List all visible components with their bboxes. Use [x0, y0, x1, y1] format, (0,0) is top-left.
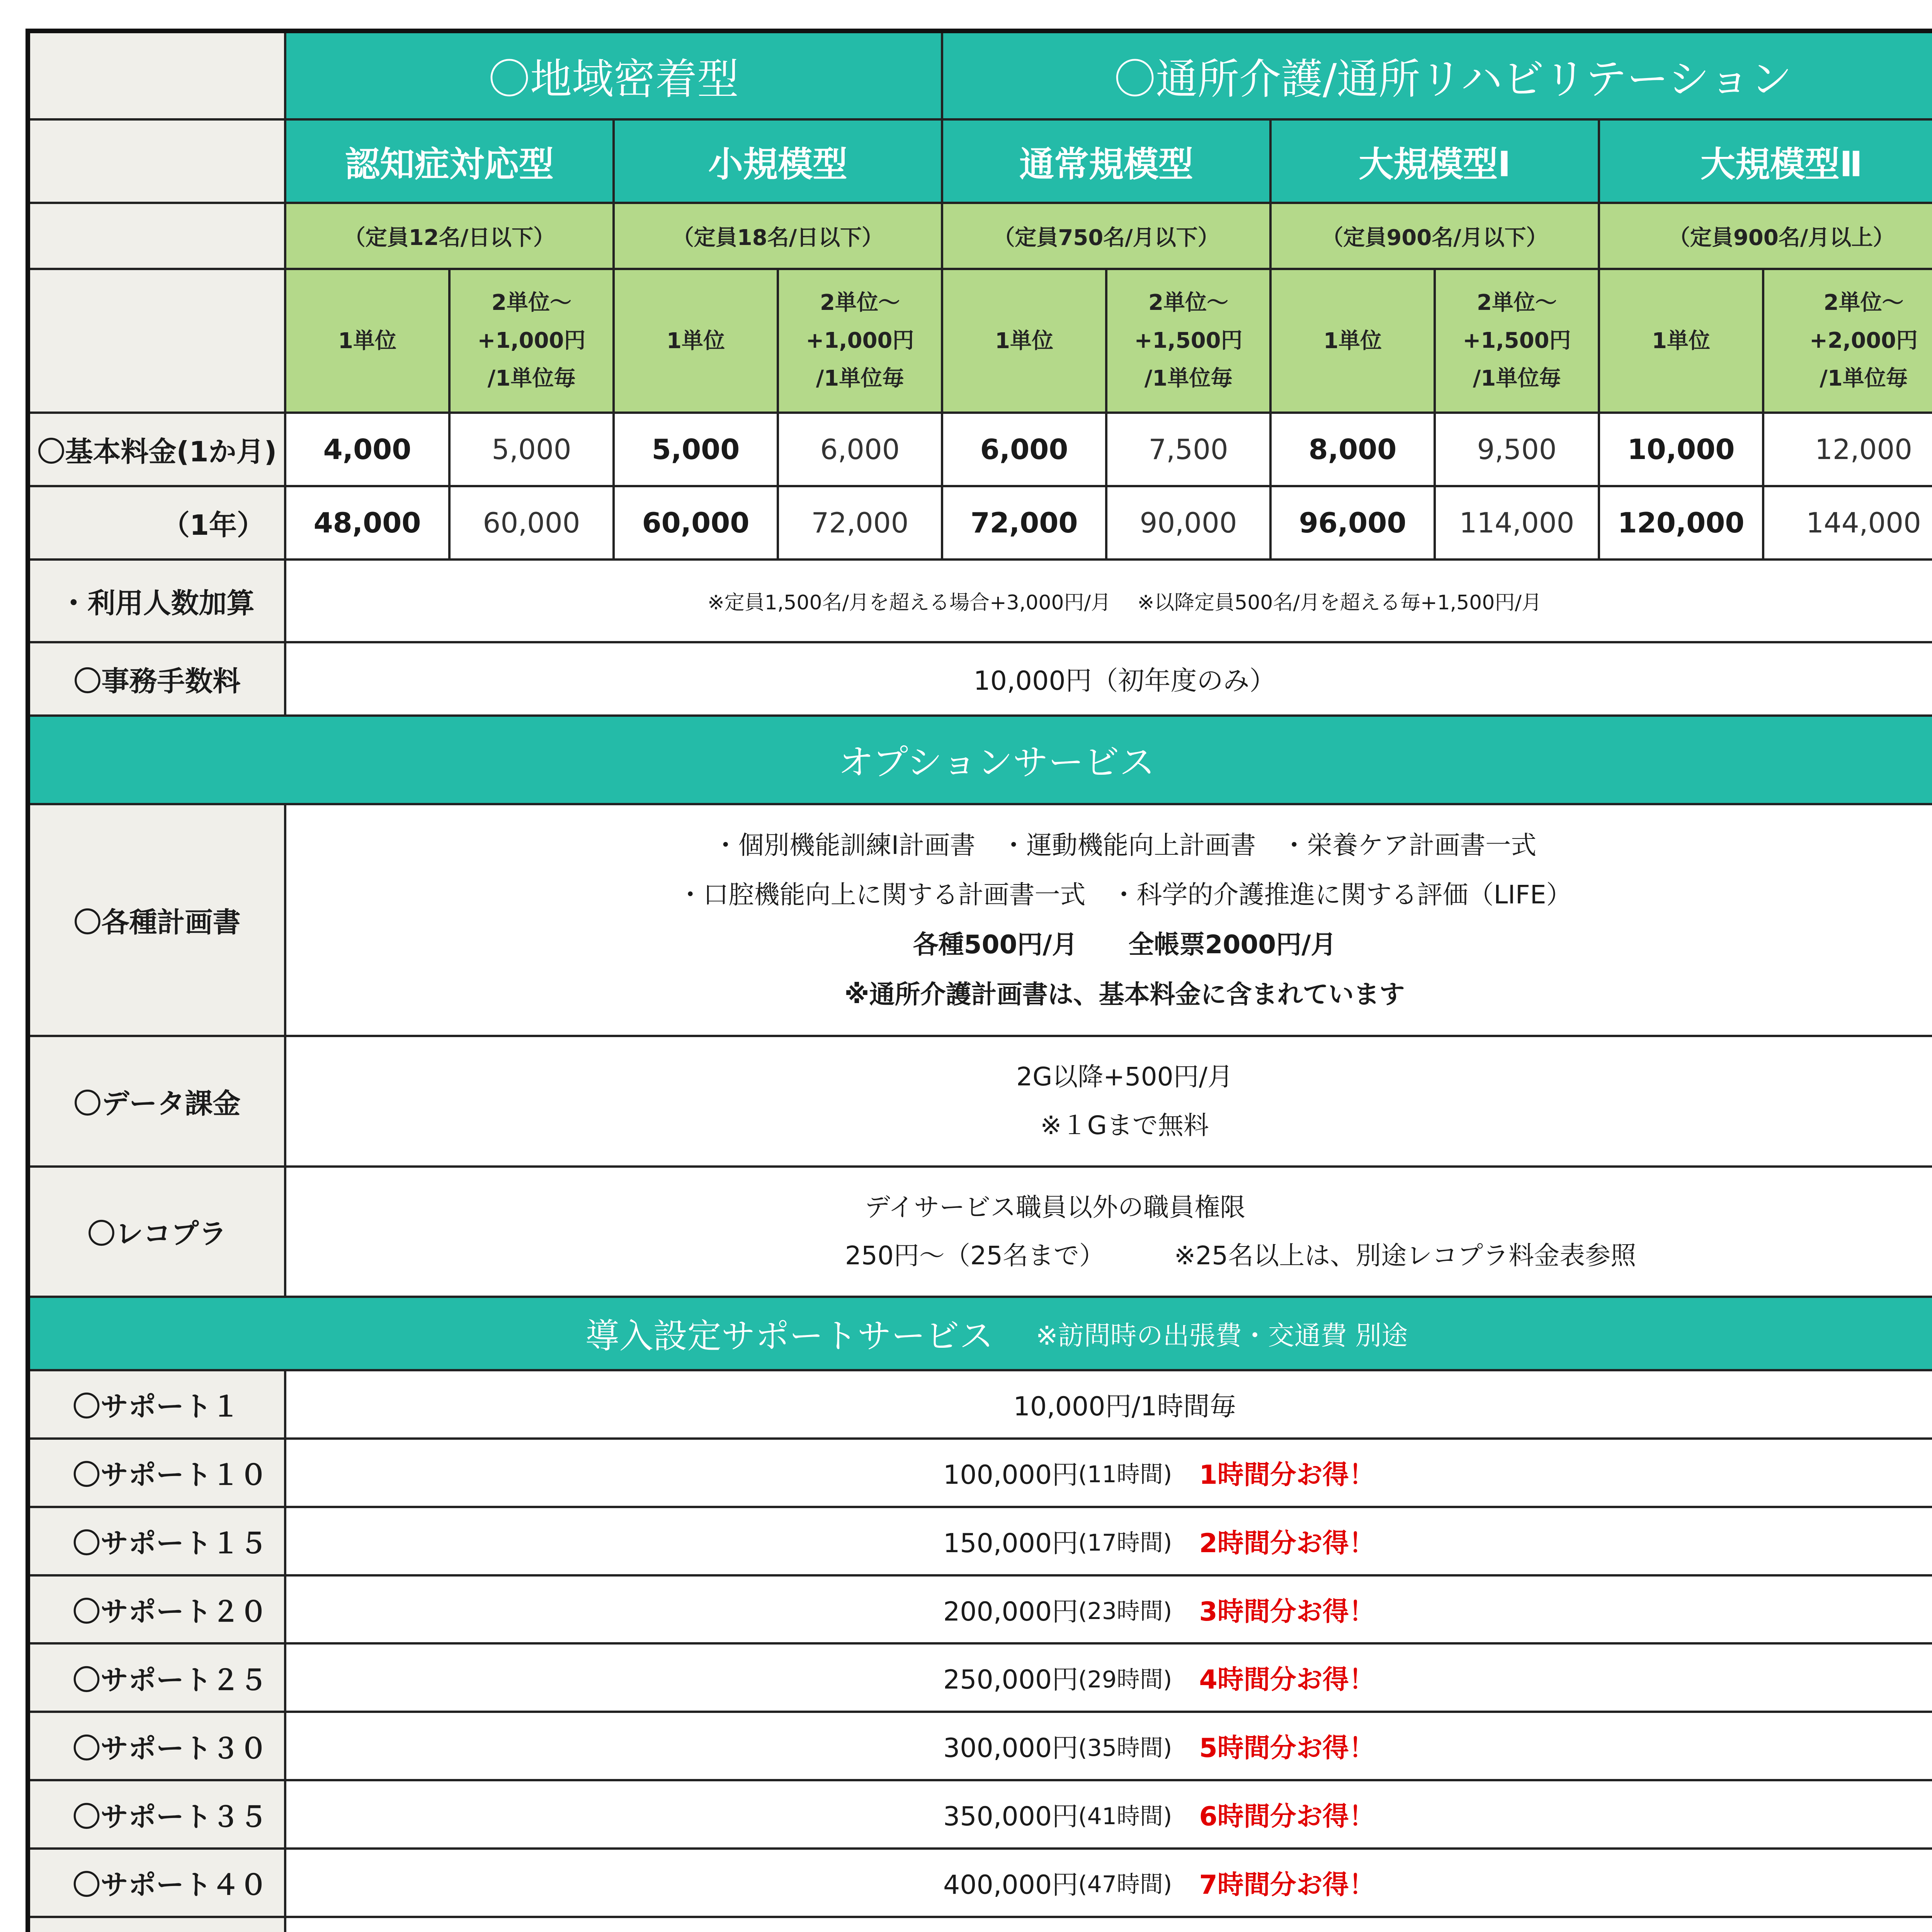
price-cell: 96,000	[1272, 487, 1436, 558]
support-label: 〇サポート４０	[30, 1850, 286, 1916]
support-row	[30, 1781, 1932, 1850]
recopura-row	[30, 1168, 1932, 1298]
basic-year-label: （1年）	[30, 487, 286, 558]
users-value: ※定員1,500名/月を超える場合+3,000円/月 ※以降定員500名/月を超える毎+1,500円/月	[707, 591, 1542, 615]
support-value: 250,000円 (29時間) 4時間分お得！	[943, 1665, 1375, 1696]
users-label: ・利用人数加算	[30, 561, 286, 641]
support-title-row	[30, 1298, 1932, 1371]
price-cell: 60,000	[615, 487, 779, 558]
price-cell: 7,500	[1107, 414, 1272, 485]
support-value: 10,000円/1時間毎	[1013, 1391, 1236, 1422]
plan-name: 大規模型Ⅱ	[1600, 121, 1932, 202]
corner-cell	[30, 204, 286, 268]
plan-name-row	[30, 121, 1932, 204]
support-label: 〇サポート３０	[30, 1713, 286, 1779]
corner-cell	[30, 33, 286, 118]
price-cell: 6,000	[779, 414, 943, 485]
unit-additional: 2単位～ +2,000円 /1単位毎	[1764, 270, 1932, 412]
plan-capacity: （定員750名/月以下）	[943, 204, 1272, 268]
price-cell: 48,000	[286, 487, 451, 558]
support-title: 導入設定サポートサービス	[585, 1316, 993, 1356]
support-label: 〇サポート３５	[30, 1781, 286, 1847]
price-cell: 6,000	[943, 414, 1107, 485]
support-row	[30, 1918, 1932, 1932]
support-value: 150,000円 (17時間) 2時間分お得！	[943, 1528, 1375, 1559]
support-row	[30, 1508, 1932, 1577]
corner-cell	[30, 121, 286, 202]
price-cell: 9,500	[1436, 414, 1600, 485]
fee-label: 〇事務手数料	[30, 643, 286, 714]
plan-name: 通常規模型	[943, 121, 1272, 202]
fee-value: 10,000円（初年度のみ）	[973, 666, 1276, 697]
basic-year-row	[30, 487, 1932, 561]
group-header-row	[30, 33, 1932, 121]
price-table	[30, 33, 1932, 1932]
unit-one: 1単位	[1272, 270, 1436, 412]
price-sheet	[26, 29, 1932, 1932]
plan-capacity: （定員900名/月以上）	[1600, 204, 1932, 268]
price-cell: 12,000	[1815, 433, 1912, 466]
price-cell: 120,000	[1600, 487, 1764, 558]
basic-month-label: 〇基本料金(1か月)	[30, 414, 286, 485]
fee-row	[30, 643, 1932, 717]
plans-docs-row	[30, 805, 1932, 1037]
price-cell: 10,000	[1600, 414, 1764, 485]
options-title: オプションサービス	[838, 742, 1155, 784]
unit-one: 1単位	[943, 270, 1107, 412]
plan-name: 認知症対応型	[286, 121, 615, 202]
support-row	[30, 1850, 1932, 1918]
capacity-row	[30, 204, 1932, 270]
unit-one: 1単位	[615, 270, 779, 412]
recopura-label: 〇レコプラ	[30, 1168, 286, 1296]
support-row	[30, 1440, 1932, 1508]
support-label: 〇サポート１０	[30, 1440, 286, 1506]
price-cell: 90,000	[1107, 487, 1272, 558]
support-title-cell	[30, 1298, 1932, 1369]
basic-month-row	[30, 414, 1932, 487]
plan-name: 小規模型	[615, 121, 943, 202]
support-label	[30, 1918, 286, 1932]
plan-name: 大規模型Ⅰ	[1272, 121, 1600, 202]
plan-capacity: （定員12名/日以下）	[286, 204, 615, 268]
plan-capacity: （定員900名/月以下）	[1272, 204, 1600, 268]
plans-docs-label: 〇各種計画書	[30, 805, 286, 1034]
price-cell: 60,000	[451, 487, 615, 558]
corner-cell	[30, 270, 286, 412]
data-billing-label: 〇データ課金	[30, 1037, 286, 1165]
support-value: 400,000円 (47時間) 7時間分お得！	[943, 1869, 1375, 1900]
plan-capacity: （定員18名/日以下）	[615, 204, 943, 268]
support-label: 〇サポート１５	[30, 1508, 286, 1574]
support-row	[30, 1371, 1932, 1440]
unit-row	[30, 270, 1932, 414]
support-row	[30, 1577, 1932, 1645]
support-label: 〇サポート１	[30, 1371, 286, 1437]
data-billing-content: 2G以降+500円/月 ※１Gまで無料	[1016, 1062, 1233, 1140]
price-cell: 8,000	[1272, 414, 1436, 485]
price-cell: 144,000	[1806, 506, 1921, 539]
unit-additional: 2単位～ +1,000円 /1単位毎	[779, 270, 943, 412]
support-value: 100,000円 (11時間) 1時間分お得！	[943, 1459, 1375, 1490]
price-cell: 72,000	[943, 487, 1107, 558]
users-row	[30, 561, 1932, 643]
price-cell: 114,000	[1436, 487, 1600, 558]
support-note: ※訪問時の出張費・交通費 別途	[1036, 1320, 1408, 1351]
price-cell: 5,000	[615, 414, 779, 485]
support-value: 350,000円 (41時間) 6時間分お得！	[943, 1801, 1375, 1832]
support-row	[30, 1713, 1932, 1781]
support-value: 300,000円 (35時間) 5時間分お得！	[943, 1733, 1375, 1764]
support-label: 〇サポート２０	[30, 1577, 286, 1643]
unit-additional: 2単位～ +1,500円 /1単位毎	[1436, 270, 1600, 412]
unit-additional: 2単位～ +1,500円 /1単位毎	[1107, 270, 1272, 412]
recopura-content: デイサービス職員以外の職員権限 250円～（25名まで） ※25名以上は、別途レコプラ料金表参照	[845, 1192, 1636, 1271]
price-cell: 5,000	[451, 414, 615, 485]
support-value	[286, 1918, 1932, 1932]
plans-docs-content: ・個別機能訓練Ⅰ計画書 ・運動機能向上計画書 ・栄養ケア計画書一式 ・口腔機能向上に関する計画書一式 ・科学的介護推進に関する評価（LIFE） 各種500円/月 全帳票2000円/月 ※通所介護計画書は、基本料金に含まれています	[677, 830, 1572, 1009]
unit-one: 1単位	[1600, 270, 1764, 412]
group-tsusho: 〇通所介護/通所リハビリテーション	[943, 33, 1932, 118]
price-cell: 72,000	[779, 487, 943, 558]
group-chiiki: 〇地域密着型	[286, 33, 943, 118]
data-billing-row	[30, 1037, 1932, 1168]
unit-one: 1単位	[286, 270, 451, 412]
unit-additional: 2単位～ +1,000円 /1単位毎	[451, 270, 615, 412]
options-title-row	[30, 717, 1932, 806]
support-label: 〇サポート２５	[30, 1645, 286, 1711]
support-value: 200,000円 (23時間) 3時間分お得！	[943, 1596, 1375, 1627]
support-row	[30, 1645, 1932, 1713]
price-cell: 4,000	[286, 414, 451, 485]
